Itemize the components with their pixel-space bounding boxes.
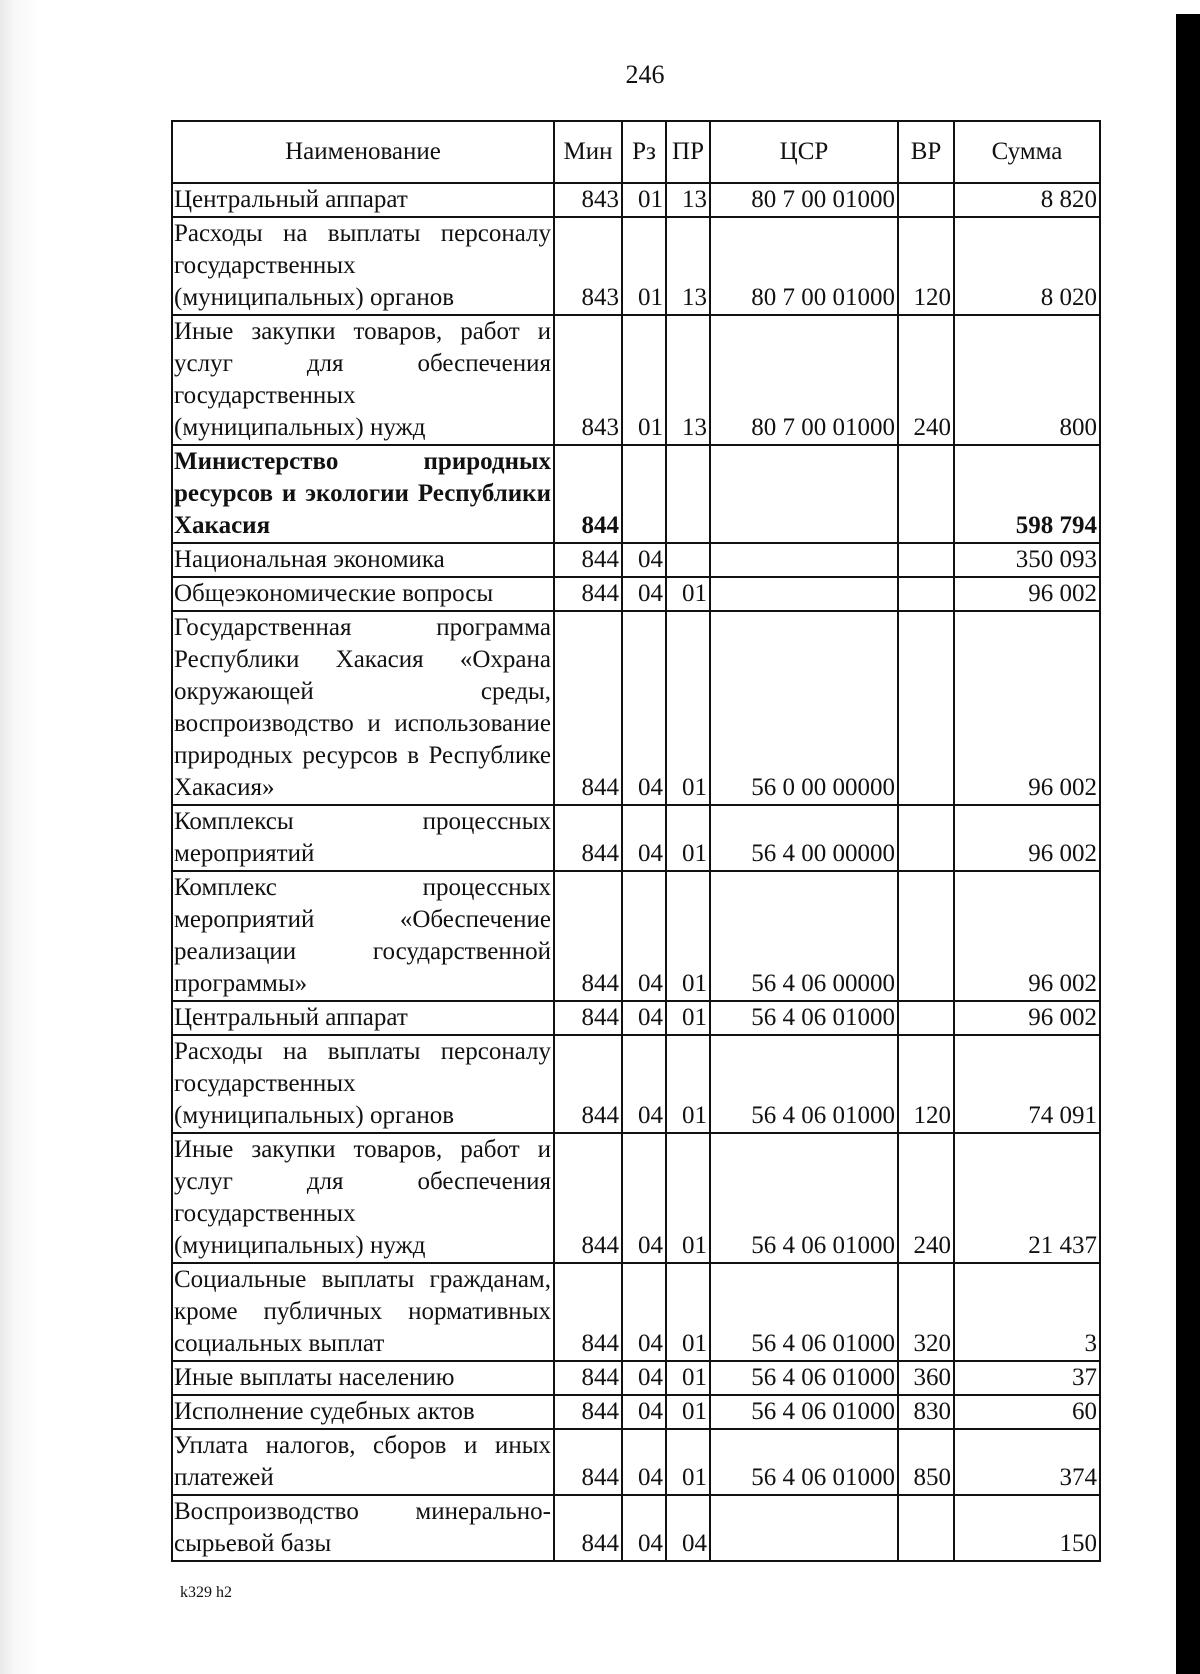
table-row bbox=[172, 1035, 1100, 1133]
cell-pr: 01 bbox=[666, 1361, 710, 1395]
cell-csr: 80 7 00 01000 bbox=[710, 183, 898, 217]
cell-rz: 04 bbox=[622, 1133, 666, 1263]
header-rz: Рз bbox=[622, 121, 666, 183]
cell-sum: 3 bbox=[954, 1263, 1100, 1361]
cell-min: 844 bbox=[554, 445, 622, 543]
cell-min: 844 bbox=[554, 577, 622, 611]
cell-name: Центральный аппарат bbox=[172, 183, 554, 217]
header-vr: ВР bbox=[898, 121, 954, 183]
cell-pr: 01 bbox=[666, 1395, 710, 1429]
cell-name: Общеэкономические вопросы bbox=[172, 577, 554, 611]
cell-rz: 04 bbox=[622, 1395, 666, 1429]
scan-edge-left bbox=[0, 0, 40, 1674]
cell-rz: 04 bbox=[622, 1001, 666, 1035]
cell-rz: 04 bbox=[622, 611, 666, 805]
cell-sum: 21 437 bbox=[954, 1133, 1100, 1263]
cell-csr bbox=[710, 445, 898, 543]
cell-pr: 01 bbox=[666, 805, 710, 871]
cell-vr bbox=[898, 577, 954, 611]
cell-vr bbox=[898, 805, 954, 871]
cell-min: 844 bbox=[554, 1395, 622, 1429]
cell-sum: 60 bbox=[954, 1395, 1100, 1429]
table-row bbox=[172, 1495, 1100, 1561]
cell-name: Иные закупки товаров, работ и услуг для обеспечения государственных (муниципальных) нужд bbox=[172, 1133, 554, 1263]
cell-pr: 01 bbox=[666, 1263, 710, 1361]
cell-sum: 8 820 bbox=[954, 183, 1100, 217]
cell-vr bbox=[898, 183, 954, 217]
cell-rz: 01 bbox=[622, 183, 666, 217]
cell-vr: 240 bbox=[898, 315, 954, 445]
table-row bbox=[172, 805, 1100, 871]
footer-code: k329 h2 bbox=[180, 1584, 232, 1601]
cell-csr bbox=[710, 1495, 898, 1561]
table-row bbox=[172, 1429, 1100, 1495]
cell-pr: 01 bbox=[666, 1001, 710, 1035]
cell-pr: 01 bbox=[666, 577, 710, 611]
cell-csr bbox=[710, 543, 898, 577]
cell-sum: 96 002 bbox=[954, 871, 1100, 1001]
header-csr: ЦСР bbox=[710, 121, 898, 183]
table-row bbox=[172, 183, 1100, 217]
cell-sum: 150 bbox=[954, 1495, 1100, 1561]
cell-min: 844 bbox=[554, 611, 622, 805]
cell-csr: 56 4 06 01000 bbox=[710, 1263, 898, 1361]
cell-csr bbox=[710, 577, 898, 611]
scan-edge-right bbox=[1176, 14, 1200, 1674]
cell-sum: 350 093 bbox=[954, 543, 1100, 577]
cell-rz: 04 bbox=[622, 871, 666, 1001]
cell-min: 844 bbox=[554, 1035, 622, 1133]
cell-vr bbox=[898, 543, 954, 577]
cell-csr: 80 7 00 01000 bbox=[710, 217, 898, 315]
cell-sum: 96 002 bbox=[954, 805, 1100, 871]
cell-name: Исполнение судебных актов bbox=[172, 1395, 554, 1429]
cell-pr bbox=[666, 543, 710, 577]
cell-rz: 04 bbox=[622, 1361, 666, 1395]
cell-csr: 56 0 00 00000 bbox=[710, 611, 898, 805]
cell-vr: 240 bbox=[898, 1133, 954, 1263]
cell-csr: 80 7 00 01000 bbox=[710, 315, 898, 445]
cell-name: Центральный аппарат bbox=[172, 1001, 554, 1035]
cell-min: 844 bbox=[554, 1001, 622, 1035]
cell-vr bbox=[898, 1001, 954, 1035]
cell-vr bbox=[898, 611, 954, 805]
cell-sum: 800 bbox=[954, 315, 1100, 445]
header-sum: Сумма bbox=[954, 121, 1100, 183]
cell-csr: 56 4 06 00000 bbox=[710, 871, 898, 1001]
cell-vr: 830 bbox=[898, 1395, 954, 1429]
cell-name: Комплексы процессных мероприятий bbox=[172, 805, 554, 871]
cell-rz: 04 bbox=[622, 543, 666, 577]
cell-name: Министерство природных ресурсов и экологии Республики Хакасия bbox=[172, 445, 554, 543]
cell-csr: 56 4 06 01000 bbox=[710, 1429, 898, 1495]
cell-min: 844 bbox=[554, 543, 622, 577]
header-name: Наименование bbox=[172, 121, 554, 183]
header-min: Мин bbox=[554, 121, 622, 183]
cell-name: Комплекс процессных мероприятий «Обеспечение реализации государственной программы» bbox=[172, 871, 554, 1001]
table-row bbox=[172, 315, 1100, 445]
table-row bbox=[172, 871, 1100, 1001]
cell-name: Расходы на выплаты персоналу государственных (муниципальных) органов bbox=[172, 1035, 554, 1133]
cell-name: Национальная экономика bbox=[172, 543, 554, 577]
cell-name: Расходы на выплаты персоналу государственных (муниципальных) органов bbox=[172, 217, 554, 315]
cell-csr: 56 4 06 01000 bbox=[710, 1361, 898, 1395]
cell-pr: 01 bbox=[666, 1429, 710, 1495]
cell-pr: 13 bbox=[666, 315, 710, 445]
cell-name: Иные выплаты населению bbox=[172, 1361, 554, 1395]
table-row bbox=[172, 1263, 1100, 1361]
cell-vr: 120 bbox=[898, 1035, 954, 1133]
cell-min: 844 bbox=[554, 871, 622, 1001]
cell-pr bbox=[666, 445, 710, 543]
cell-vr: 850 bbox=[898, 1429, 954, 1495]
cell-vr: 120 bbox=[898, 217, 954, 315]
cell-rz: 01 bbox=[622, 217, 666, 315]
cell-rz: 04 bbox=[622, 1429, 666, 1495]
cell-csr: 56 4 06 01000 bbox=[710, 1395, 898, 1429]
cell-sum: 8 020 bbox=[954, 217, 1100, 315]
table-header-row bbox=[172, 121, 1100, 183]
cell-rz: 01 bbox=[622, 315, 666, 445]
table-row bbox=[172, 445, 1100, 543]
cell-pr: 13 bbox=[666, 217, 710, 315]
cell-pr: 01 bbox=[666, 871, 710, 1001]
cell-min: 844 bbox=[554, 1429, 622, 1495]
cell-csr: 56 4 06 01000 bbox=[710, 1001, 898, 1035]
cell-pr: 04 bbox=[666, 1495, 710, 1561]
cell-name: Иные закупки товаров, работ и услуг для обеспечения государственных (муниципальных) нужд bbox=[172, 315, 554, 445]
cell-min: 844 bbox=[554, 805, 622, 871]
cell-csr: 56 4 00 00000 bbox=[710, 805, 898, 871]
cell-vr: 320 bbox=[898, 1263, 954, 1361]
cell-pr: 01 bbox=[666, 611, 710, 805]
cell-csr: 56 4 06 01000 bbox=[710, 1035, 898, 1133]
cell-pr: 01 bbox=[666, 1133, 710, 1263]
cell-min: 844 bbox=[554, 1263, 622, 1361]
cell-sum: 96 002 bbox=[954, 577, 1100, 611]
cell-rz: 04 bbox=[622, 805, 666, 871]
table-row bbox=[172, 1001, 1100, 1035]
cell-pr: 13 bbox=[666, 183, 710, 217]
cell-rz: 04 bbox=[622, 1263, 666, 1361]
cell-rz: 04 bbox=[622, 1495, 666, 1561]
cell-name: Социальные выплаты гражданам, кроме публичных нормативных социальных выплат bbox=[172, 1263, 554, 1361]
table-row bbox=[172, 1395, 1100, 1429]
table-row bbox=[172, 217, 1100, 315]
cell-min: 844 bbox=[554, 1495, 622, 1561]
cell-min: 844 bbox=[554, 1133, 622, 1263]
cell-min: 843 bbox=[554, 183, 622, 217]
cell-min: 843 bbox=[554, 217, 622, 315]
cell-name: Государственная программа Республики Хакасия «Охрана окружающей среды, воспроизводство и использование природных ресурсов в Республике Хакасия» bbox=[172, 611, 554, 805]
cell-rz: 04 bbox=[622, 577, 666, 611]
cell-rz: 04 bbox=[622, 1035, 666, 1133]
cell-rz bbox=[622, 445, 666, 543]
cell-sum: 37 bbox=[954, 1361, 1100, 1395]
table-row bbox=[172, 543, 1100, 577]
cell-sum: 598 794 bbox=[954, 445, 1100, 543]
table-row bbox=[172, 611, 1100, 805]
page-number: 246 bbox=[625, 60, 665, 89]
cell-vr: 360 bbox=[898, 1361, 954, 1395]
header-pr: ПР bbox=[666, 121, 710, 183]
table-row bbox=[172, 1361, 1100, 1395]
cell-min: 844 bbox=[554, 1361, 622, 1395]
cell-name: Уплата налогов, сборов и иных платежей bbox=[172, 1429, 554, 1495]
cell-vr bbox=[898, 871, 954, 1001]
cell-csr: 56 4 06 01000 bbox=[710, 1133, 898, 1263]
cell-sum: 96 002 bbox=[954, 611, 1100, 805]
table-body bbox=[172, 183, 1100, 1561]
cell-min: 843 bbox=[554, 315, 622, 445]
cell-sum: 74 091 bbox=[954, 1035, 1100, 1133]
cell-pr: 01 bbox=[666, 1035, 710, 1133]
cell-sum: 374 bbox=[954, 1429, 1100, 1495]
cell-vr bbox=[898, 1495, 954, 1561]
cell-vr bbox=[898, 445, 954, 543]
cell-sum: 96 002 bbox=[954, 1001, 1100, 1035]
budget-table bbox=[171, 120, 1101, 1562]
table-row bbox=[172, 1133, 1100, 1263]
cell-name: Воспроизводство минерально-сырьевой базы bbox=[172, 1495, 554, 1561]
table-row bbox=[172, 577, 1100, 611]
